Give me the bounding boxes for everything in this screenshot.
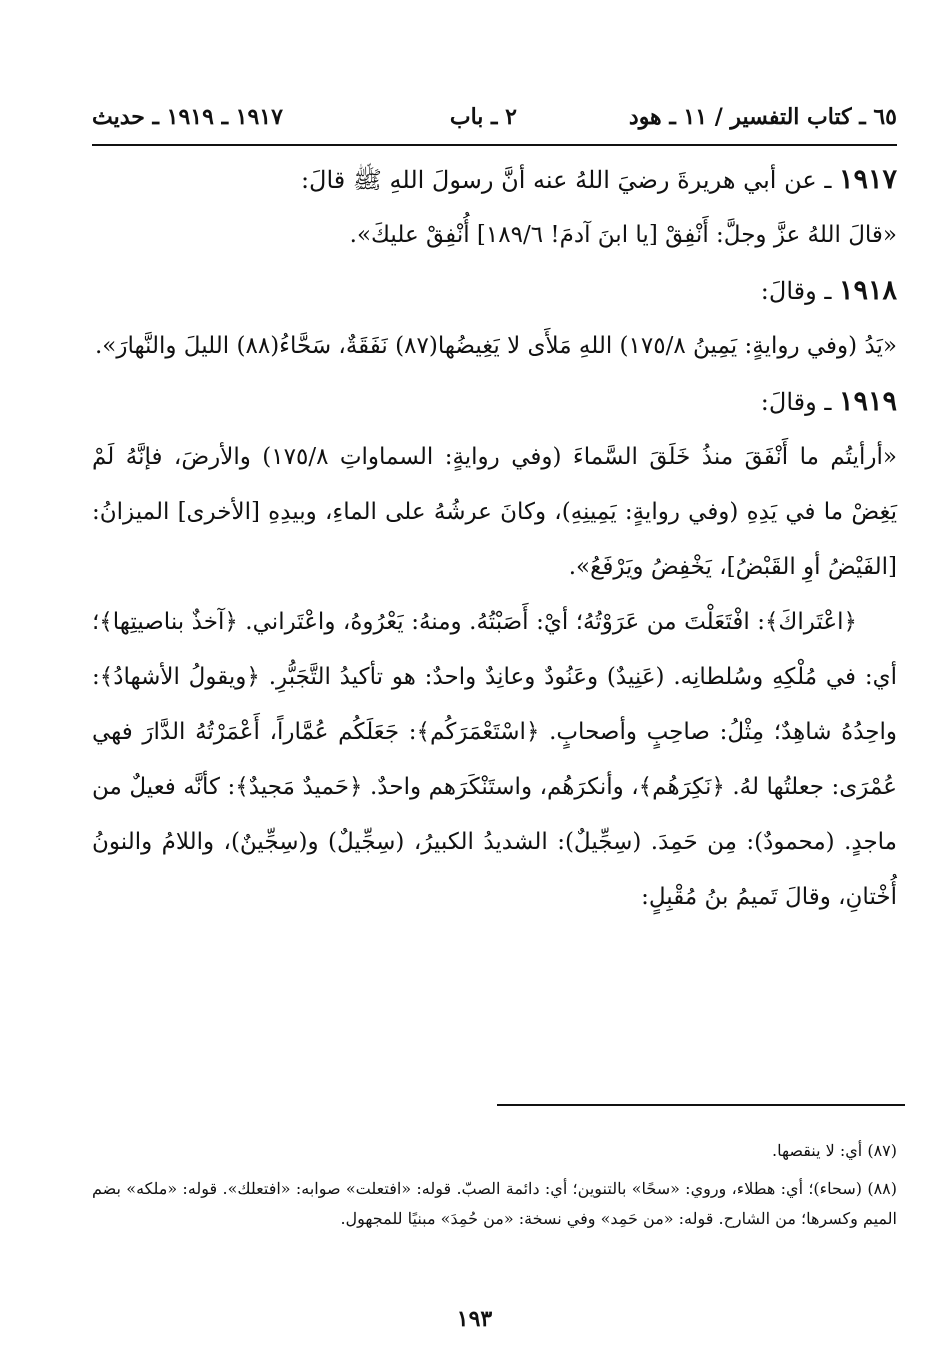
commentary-paragraph: ﴿اعْتَراكَ﴾: افْتَعَلْتَ من عَرَوْتُهُ؛ أيْ: أَصَبْتُهُ. ومنهُ: يَعْرُوهُ، واعْتَراني. ﴿آخذٌ بناصيتِها﴾؛ أي: في مُلْكِهِ وسُلطانِه. (عَنِيدٌ) وعَنُودٌ وعانِدٌ واحدٌ: هو تأكيدُ التَّجَبُّرِ. ﴿ويقولُ الأشهادُ﴾: واحِدُهُ شاهِدٌ؛ مِثْلُ: صاحِبٍ وأصحابٍ. ﴿اسْتَعْمَرَكُم﴾: جَعَلَكُم عُمَّاراً، أَعْمَرْتُهُ الدَّارَ فهي عُمْرَى: جعلتُها لهُ. ﴿نَكِرَهُم﴾، وأنكرَهُم، واستَنْكَرَهم واحدٌ. ﴿حَميدٌ مَجيدٌ﴾: كأنَّه فعيلٌ من ماجدٍ. (محمودٌ): مِن حَمِدَ. (سِجِّيلٌ): الشديدُ الكبيرُ، (سِجِّيلٌ) و(سِجِّينٌ)، واللامُ والنونُ أُخْتانِ، وقالَ تَميمُ بنُ مُقْبِلٍ: [92,609,897,910]
header-hadith-range: ١٩١٧ ـ ١٩١٩ ـ حديث [92,104,283,130]
hadith-1919-number: ١٩١٩ [838,386,897,417]
page-number: ١٩٣ [456,1306,493,1332]
hadith-1917-text: «قالَ اللهُ عزَّ وجلَّ: أَنْفِقْ [يا ابنَ آدمَ! ١٨٩/٦] أُنْفِقْ عليكَ». [349,222,897,248]
hadith-1917-heading [92,152,897,208]
hadith-1917-intro: ـ عن أبي هريرةَ رضيَ اللهُ عنه أنَّ رسولَ اللهِ ﷺ قالَ: [300,166,839,194]
footnotes [92,1136,897,1234]
header-section: ٢ ـ باب [449,104,517,130]
hadith-1918-heading [92,263,897,319]
footnote-87: (٨٧) أي: لا ينقصها. [771,1141,897,1160]
hadith-1919-heading [92,374,897,430]
hadith-1919-intro: ـ وقالَ: [760,388,839,416]
header-divider [92,144,897,146]
running-header [92,98,897,138]
hadith-1918-text: «يَدُ (وفي روايةٍ: يَمِينُ ١٧٥/٨) اللهِ مَلأَى لا يَغِيضُها(٨٧) نَفَقَةٌ، سَحَّاءُ(٨٨) الليلَ والنَّهارَ». [94,333,897,359]
footnote-88: (٨٨) (سحاء)؛ أي: هطلاء، وروي: «سحًا» بالتنوين؛ أي: دائمة الصبّ. قوله: «افتعلت» صوابه: «افتعلك». قوله: «ملكه» بضم الميم وكسرها؛ من الشارح. قوله: «من حَمِد» وفي نسخة: «من حُمِدَ» مبنيًا للمجهول. [92,1179,897,1228]
hadith-1918-number: ١٩١٨ [838,275,897,306]
main-text [92,152,897,925]
footnote-divider [497,1104,905,1106]
hadith-1919-text: «أرأيتُم ما أَنْفَقَ منذُ خَلَقَ السَّماءَ (وفي روايةٍ: السماواتِ ١٧٥/٨) والأرضَ، فإنَّهُ لَمْ يَغِضْ ما في يَدِهِ (وفي روايةٍ: يَمِينِهِ)، وكانَ عرشُهُ على الماءِ، وبيدِهِ [الأخرى] الميزانُ: [الفَيْضُ أوِ القَبْضُ]، يَخْفِضُ ويَرْفَعُ». [92,444,897,580]
header-chapter: ٦٥ ـ كتاب التفسير / ١١ ـ هود [628,104,897,130]
hadith-1918-intro: ـ وقالَ: [760,277,839,305]
hadith-1917-number: ١٩١٧ [838,164,897,195]
